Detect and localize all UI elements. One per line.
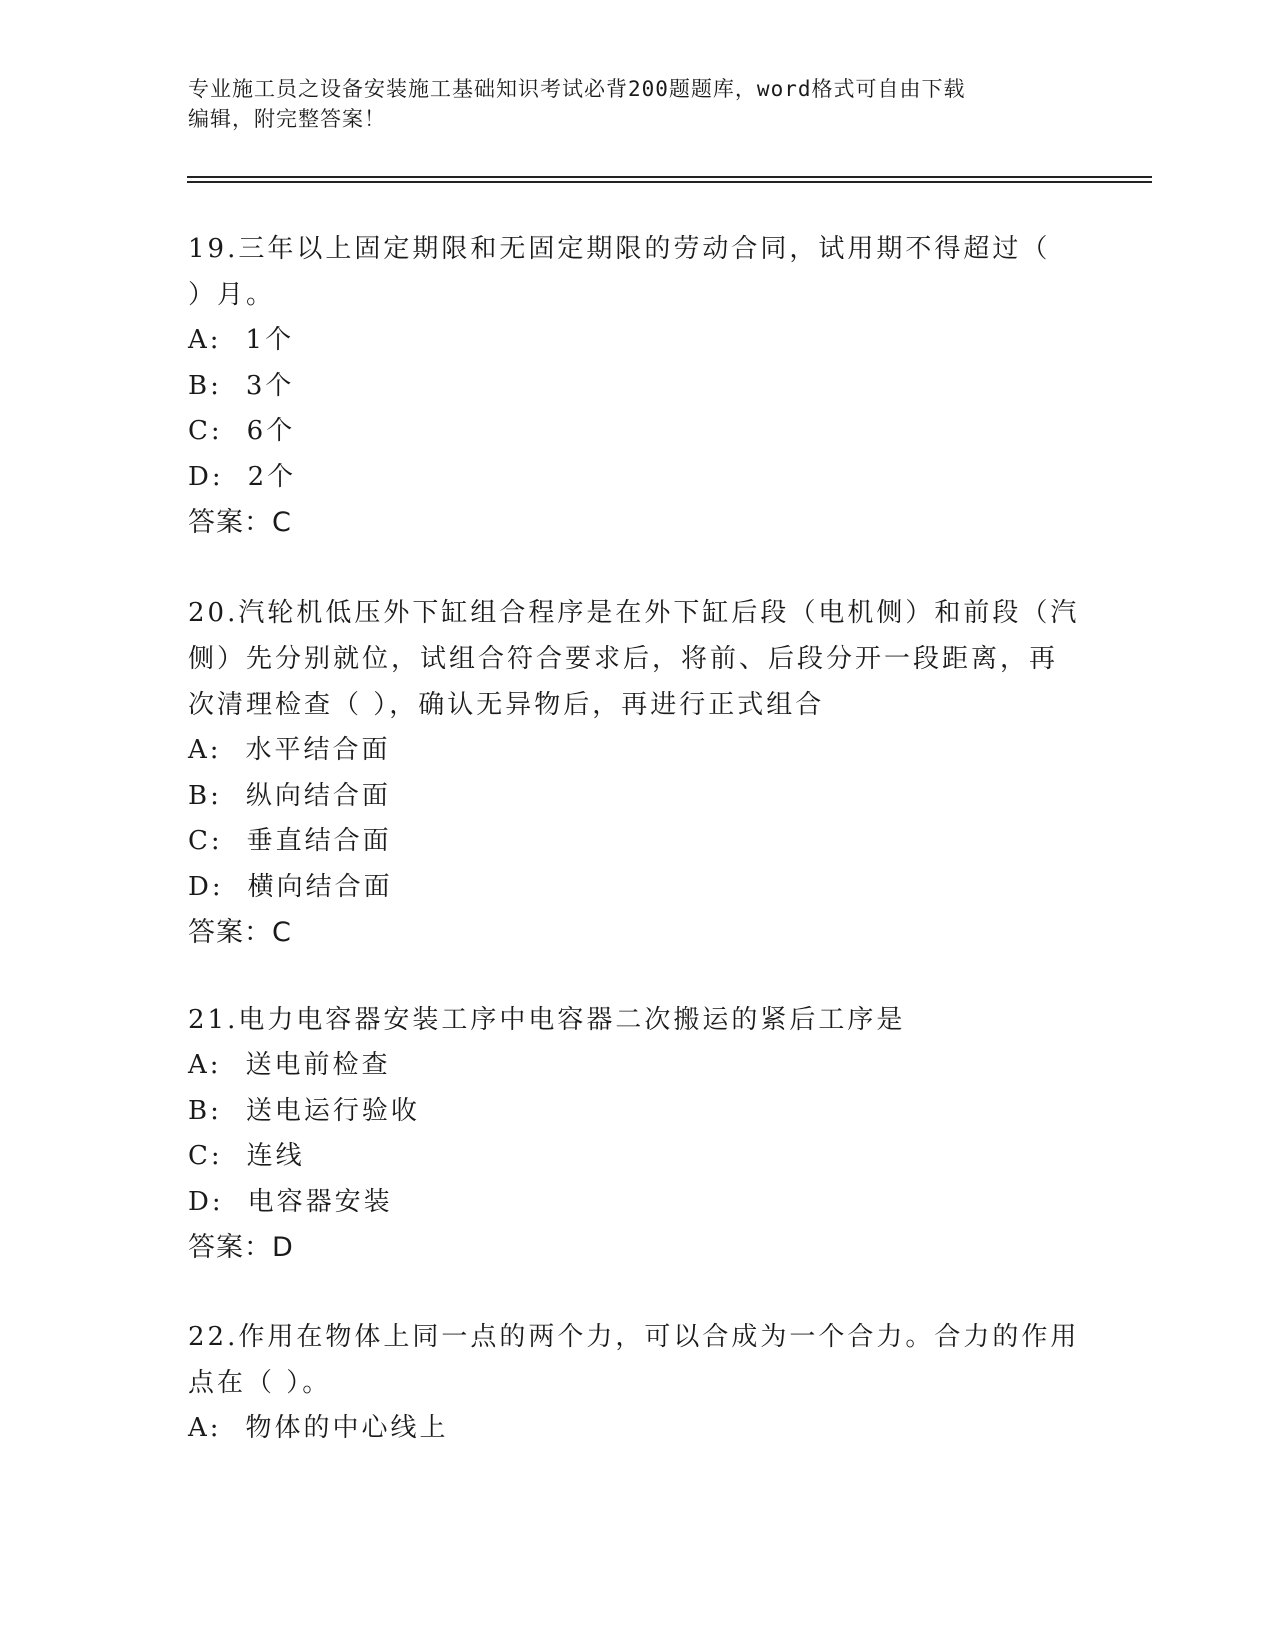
answer-line: 答案：D bbox=[188, 1232, 294, 1263]
question-text bbox=[188, 997, 1088, 1043]
question-line: 21.电力电容器安装工序中电容器二次搬运的紧后工序是 bbox=[188, 1005, 906, 1035]
answer-line: 答案：C bbox=[188, 917, 292, 948]
option-text: 6个 bbox=[246, 416, 296, 446]
option-text: 纵向结合面 bbox=[245, 780, 391, 811]
option-a bbox=[188, 728, 1088, 774]
question-19 bbox=[188, 226, 1088, 546]
option-b bbox=[188, 774, 1088, 820]
question-text bbox=[188, 226, 1088, 318]
option-letter: C: bbox=[188, 826, 223, 856]
option-letter: B: bbox=[188, 1095, 222, 1126]
question-line: 20.汽轮机低压外下缸组合程序是在外下缸后段（电机侧）和前段（汽 bbox=[188, 598, 1080, 628]
option-text: 送电前检查 bbox=[245, 1050, 391, 1080]
option-letter: D: bbox=[188, 871, 224, 902]
question-line: 19.三年以上固定期限和无固定期限的劳动合同，试用期不得超过（ bbox=[188, 234, 1051, 264]
option-text: 物体的中心线上 bbox=[245, 1413, 449, 1443]
option-c bbox=[188, 1134, 1088, 1180]
option-text: 送电运行验收 bbox=[245, 1095, 420, 1126]
question-line: ）月。 bbox=[188, 280, 276, 310]
option-letter: A: bbox=[188, 735, 222, 765]
option-b bbox=[188, 364, 1088, 410]
option-letter: C: bbox=[188, 1141, 223, 1171]
option-d bbox=[188, 865, 1088, 911]
answer-line: 答案：C bbox=[188, 507, 292, 538]
question-22 bbox=[188, 1314, 1088, 1452]
option-letter: A: bbox=[188, 325, 222, 355]
option-letter: B: bbox=[188, 780, 222, 811]
option-c bbox=[188, 409, 1088, 455]
option-b bbox=[188, 1089, 1088, 1135]
option-letter: B: bbox=[188, 370, 222, 401]
option-letter: A: bbox=[188, 1413, 222, 1443]
question-line: 点在（ ）。 bbox=[188, 1368, 332, 1398]
document-header bbox=[188, 74, 1088, 134]
option-letter: A: bbox=[188, 1050, 222, 1080]
option-d bbox=[188, 455, 1088, 501]
question-line: 22.作用在物体上同一点的两个力，可以合成为一个合力。合力的作用 bbox=[188, 1322, 1080, 1352]
question-21 bbox=[188, 997, 1088, 1271]
option-letter: D: bbox=[188, 461, 224, 492]
option-d bbox=[188, 1180, 1088, 1226]
question-line: 侧）先分别就位，试组合符合要求后，将前、后段分开一段距离，再 bbox=[188, 644, 1059, 674]
option-letter: D: bbox=[188, 1186, 224, 1217]
option-text: 2个 bbox=[247, 461, 297, 492]
option-a bbox=[188, 1043, 1088, 1089]
header-divider-top bbox=[187, 176, 1152, 178]
option-text: 垂直结合面 bbox=[246, 826, 392, 856]
option-letter: C: bbox=[188, 416, 223, 446]
question-text bbox=[188, 590, 1088, 728]
option-text: 1个 bbox=[245, 325, 295, 355]
option-c bbox=[188, 819, 1088, 865]
header-line-1: 专业施工员之设备安装施工基础知识考试必背200题题库，word格式可自由下载 bbox=[188, 77, 966, 101]
option-text: 连线 bbox=[246, 1141, 305, 1171]
header-divider-bottom bbox=[187, 181, 1152, 183]
option-text: 3个 bbox=[245, 370, 295, 401]
header-line-2: 编辑，附完整答案！ bbox=[188, 107, 386, 131]
option-a bbox=[188, 1406, 1088, 1452]
option-text: 电容器安装 bbox=[247, 1186, 393, 1217]
option-text: 横向结合面 bbox=[247, 871, 393, 902]
question-line: 次清理检查（ ），确认无异物后，再进行正式组合 bbox=[188, 690, 825, 720]
option-a bbox=[188, 318, 1088, 364]
question-20 bbox=[188, 590, 1088, 956]
option-text: 水平结合面 bbox=[245, 735, 391, 765]
question-text bbox=[188, 1314, 1088, 1406]
